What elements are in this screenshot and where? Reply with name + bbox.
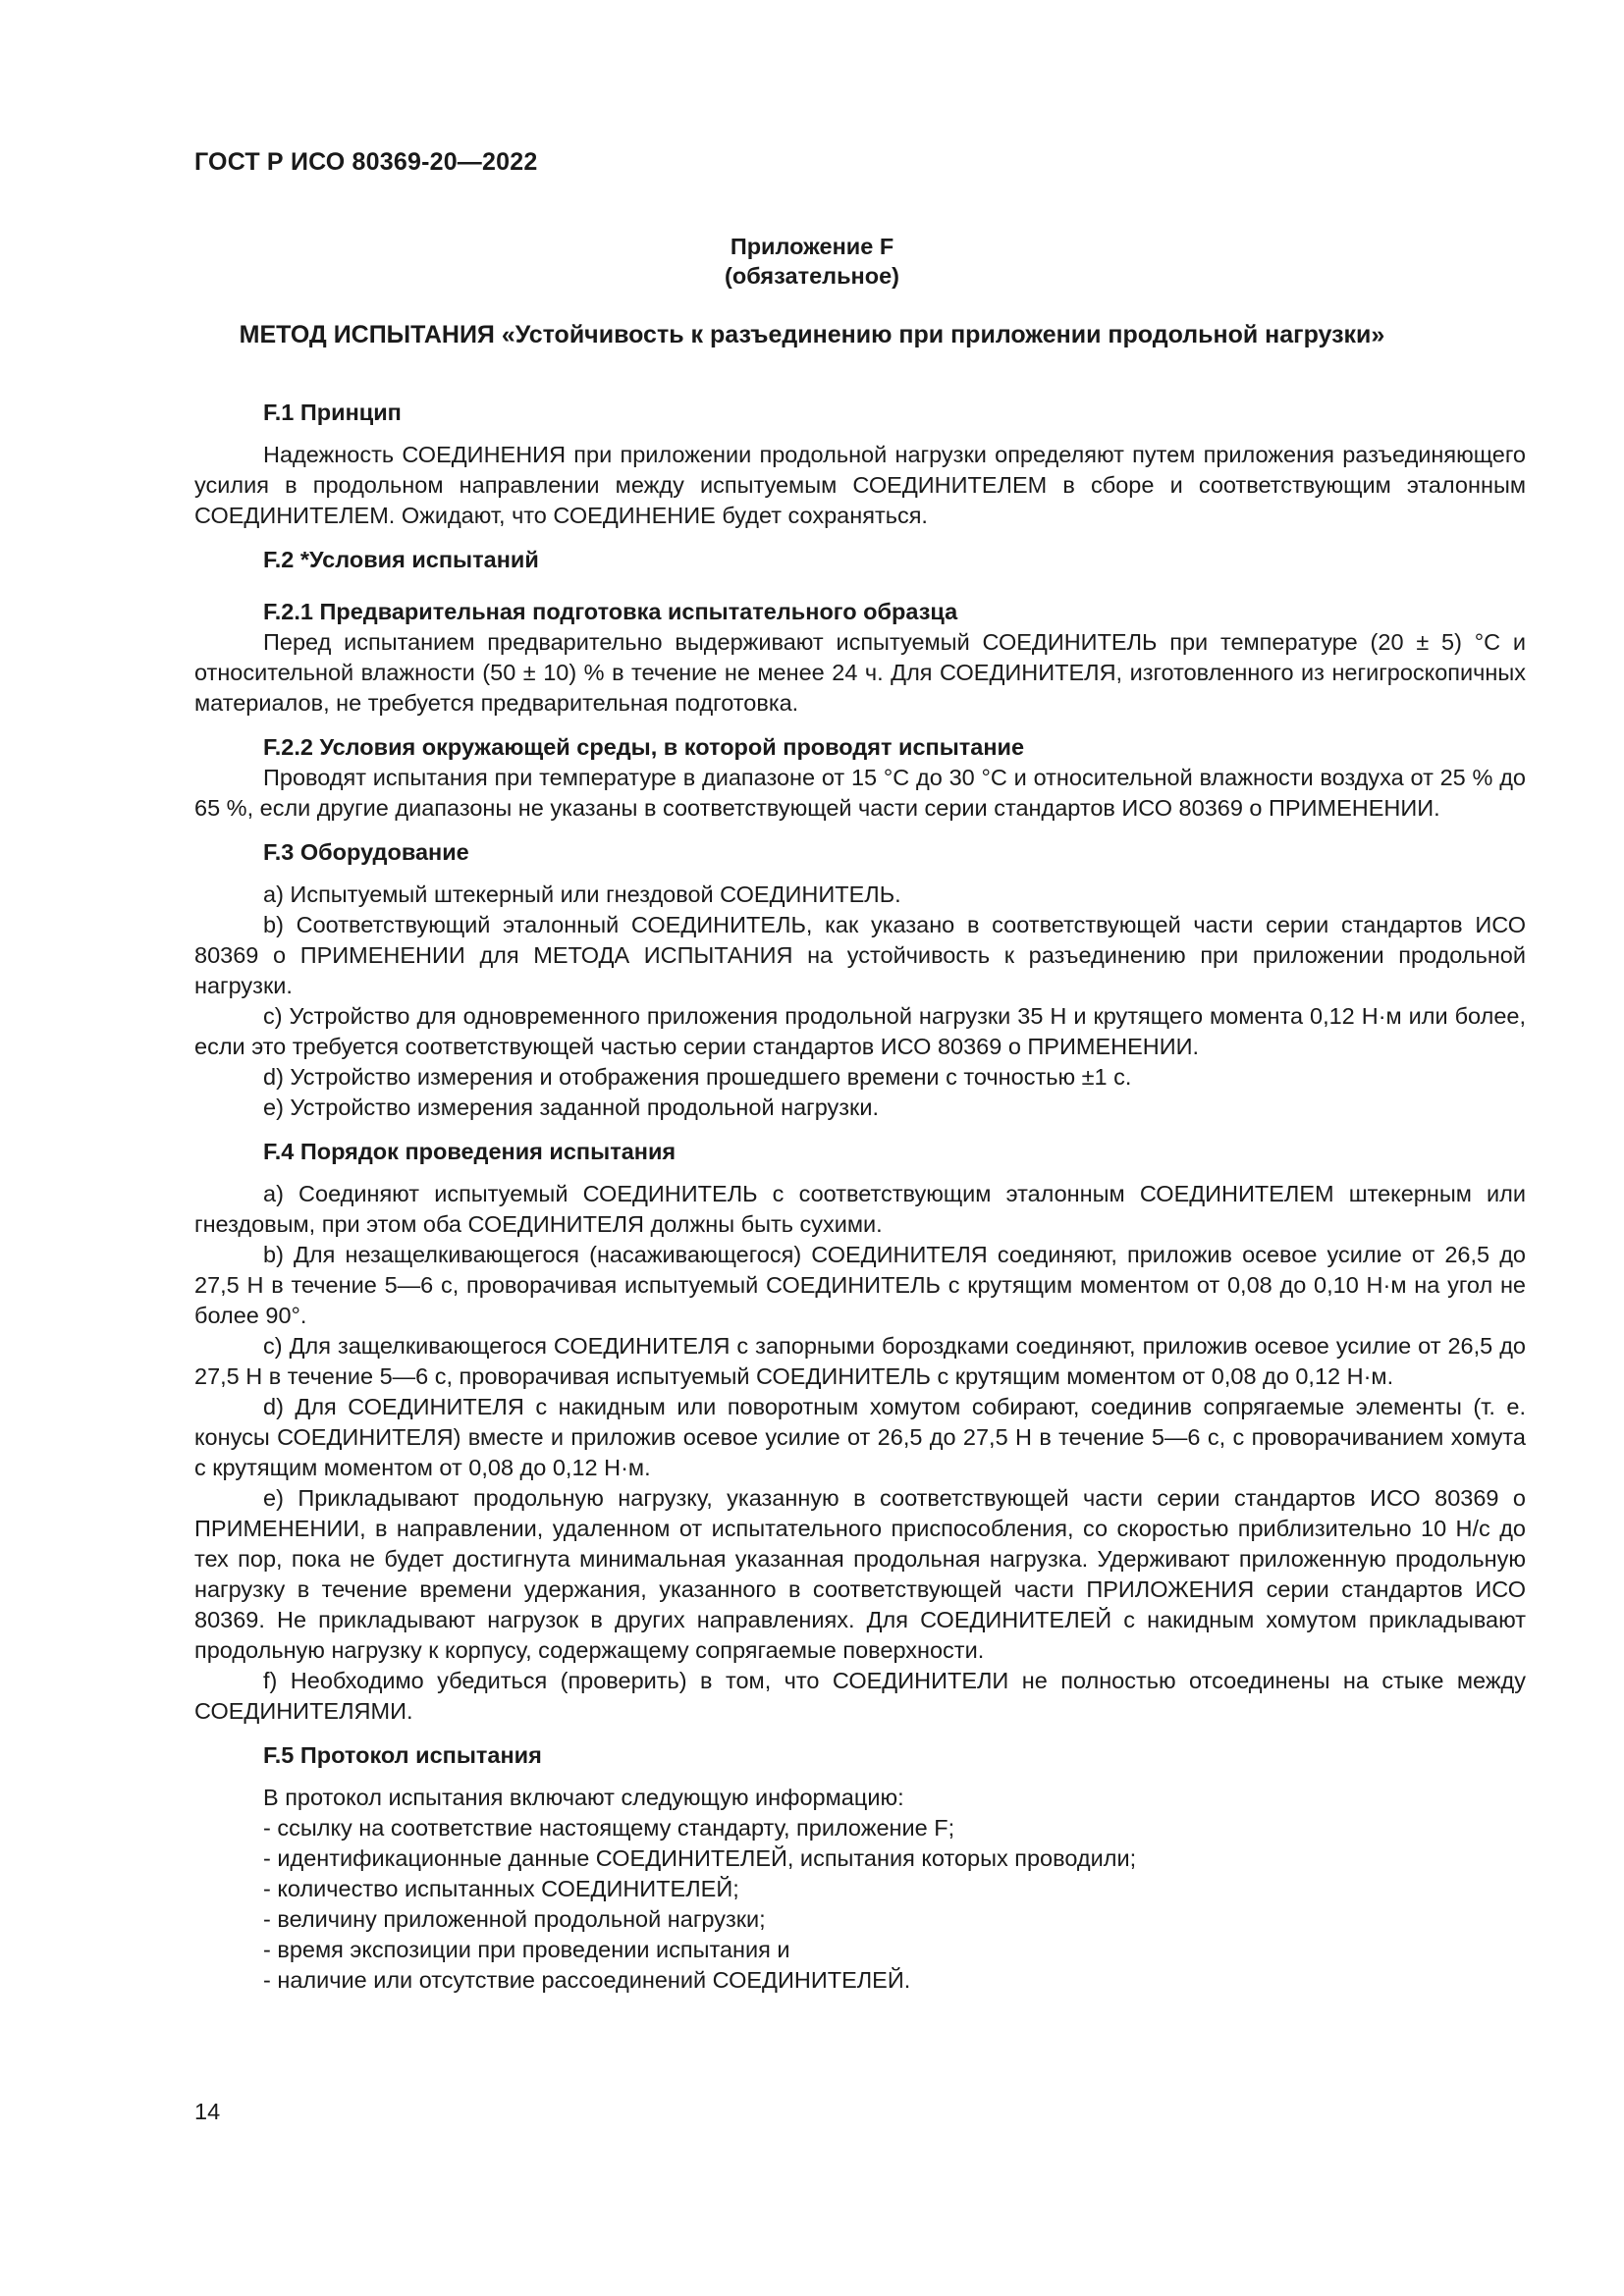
- main-title: МЕТОД ИСПЫТАНИЯ «Устойчивость к разъединению при приложении продольной нагрузки»: [239, 321, 1385, 348]
- list-item: b) Соответствующий эталонный СОЕДИНИТЕЛЬ, как указано в соответствующей части серии стандартов ИСО 80369 о ПРИМЕНЕНИИ для МЕТОДА ИСПЫТАНИЯ на устойчивость к разъединению при приложении продольной нагрузки.: [194, 912, 1526, 998]
- document-body: [194, 398, 1526, 1996]
- list-item: - наличие или отсутствие рассоединений СОЕДИНИТЕЛЕЙ.: [263, 1967, 911, 1993]
- list-item: - величину приложенной продольной нагрузки;: [263, 1906, 766, 1932]
- section-f5-intro: В протокол испытания включают следующую информацию:: [263, 1785, 904, 1810]
- list-item: f) Необходимо убедиться (проверить) в том, что СОЕДИНИТЕЛИ не полностью отсоединены на стыке между СОЕДИНИТЕЛЯМИ.: [194, 1668, 1526, 1724]
- section-f1-heading: F.1 Принцип: [263, 400, 402, 425]
- list-item: - время экспозиции при проведении испытания и: [263, 1937, 790, 1962]
- list-item: d) Для СОЕДИНИТЕЛЯ с накидным или поворотным хомутом собирают, соединив сопрягаемые элементы (т. е. конусы СОЕДИНИТЕЛЯ) вместе и приложив осевое усилие от 26,5 до 27,5 Н в течение 5—6 с, с проворачиванием хомута с крутящим моментом от 0,08 до 0,12 Н·м.: [194, 1394, 1526, 1480]
- list-item: a) Соединяют испытуемый СОЕДИНИТЕЛЬ с соответствующим эталонным СОЕДИНИТЕЛЕМ штекерным или гнездовым, при этом оба СОЕДИНИТЕЛЯ должны быть сухими.: [194, 1181, 1526, 1237]
- list-item: - ссылку на соответствие настоящему стандарту, приложение F;: [263, 1815, 955, 1841]
- list-item: c) Устройство для одновременного приложения продольной нагрузки 35 Н и крутящего момента 0,12 Н·м или более, если это требуется соответствующей частью серии стандартов ИСО 80369 о ПРИМЕНЕНИИ.: [194, 1003, 1526, 1059]
- list-item: d) Устройство измерения и отображения прошедшего времени с точностью ±1 с.: [263, 1064, 1132, 1090]
- appendix-status: (обязательное): [725, 263, 899, 289]
- standard-header: ГОСТ Р ИСО 80369-20—2022: [194, 148, 538, 176]
- list-item: - количество испытанных СОЕДИНИТЕЛЕЙ;: [263, 1876, 739, 1901]
- appendix-title: Приложение F: [730, 234, 894, 259]
- section-f5-heading: F.5 Протокол испытания: [263, 1742, 542, 1768]
- section-f21-text: Перед испытанием предварительно выдерживают испытуемый СОЕДИНИТЕЛЬ при температуре (20 ± 5) °С и относительной влажности (50 ± 10) % в течение не менее 24 ч. Для СОЕДИНИТЕЛЯ, изготовленного из негигроскопичных материалов, не требуется предварительная подготовка.: [194, 629, 1526, 716]
- section-f1-text: Надежность СОЕДИНЕНИЯ при приложении продольной нагрузки определяют путем приложения разъединяющего усилия в продольном направлении между испытуемым СОЕДИНИТЕЛЕМ в сборе и соответствующим эталонным СОЕДИНИТЕЛЕМ. Ожидают, что СОЕДИНЕНИЕ будет сохраняться.: [194, 442, 1526, 528]
- section-f22-heading: F.2.2 Условия окружающей среды, в которой проводят испытание: [263, 734, 1025, 760]
- section-f22-text: Проводят испытания при температуре в диапазоне от 15 °С до 30 °С и относительной влажности воздуха от 25 % до 65 %, если другие диапазоны не указаны в соответствующей части серии стандартов ИСО 80369 о ПРИМЕНЕНИИ.: [194, 765, 1526, 821]
- section-f4-heading: F.4 Порядок проведения испытания: [263, 1139, 677, 1164]
- section-f21-heading: F.2.1 Предварительная подготовка испытательного образца: [263, 599, 958, 624]
- list-item: e) Устройство измерения заданной продольной нагрузки.: [263, 1095, 879, 1120]
- list-item: c) Для защелкивающегося СОЕДИНИТЕЛЯ с запорными бороздками соединяют, приложив осевое усилие от 26,5 до 27,5 Н в течение 5—6 с, проворачивая испытуемый СОЕДИНИТЕЛЬ с крутящим моментом от 0,08 до 0,12 Н·м.: [194, 1333, 1526, 1389]
- section-f2-heading: F.2 *Условия испытаний: [263, 547, 539, 572]
- list-item: a) Испытуемый штекерный или гнездовой СОЕДИНИТЕЛЬ.: [263, 881, 901, 907]
- section-f3-heading: F.3 Оборудование: [263, 839, 469, 865]
- page-number: 14: [194, 2099, 221, 2124]
- list-item: - идентификационные данные СОЕДИНИТЕЛЕЙ, испытания которых проводили;: [263, 1845, 1137, 1871]
- list-item: b) Для незащелкивающегося (насаживающегося) СОЕДИНИТЕЛЯ соединяют, приложив осевое усилие от 26,5 до 27,5 Н в течение 5—6 с, проворачивая испытуемый СОЕДИНИТЕЛЬ с крутящим моментом от 0,08 до 0,10 Н·м на угол не более 90°.: [194, 1242, 1526, 1328]
- list-item: e) Прикладывают продольную нагрузку, указанную в соответствующей части серии стандартов ИСО 80369 о ПРИМЕНЕНИИ, в направлении, удаленном от испытательного приспособления, со скоростью приблизительно 10 Н/с до тех пор, пока не будет достигнута минимальная указанная продольная нагрузка. Удерживают приложенную продольную нагрузку в течение времени удержания, указанного в соответствующей части ПРИЛОЖЕНИЯ серии стандартов ИСО 80369. Не прикладывают нагрузок в других направлениях. Для СОЕДИНИТЕЛЕЙ с накидным хомутом прикладывают продольную нагрузку к корпусу, содержащему сопрягаемые поверхности.: [194, 1485, 1526, 1663]
